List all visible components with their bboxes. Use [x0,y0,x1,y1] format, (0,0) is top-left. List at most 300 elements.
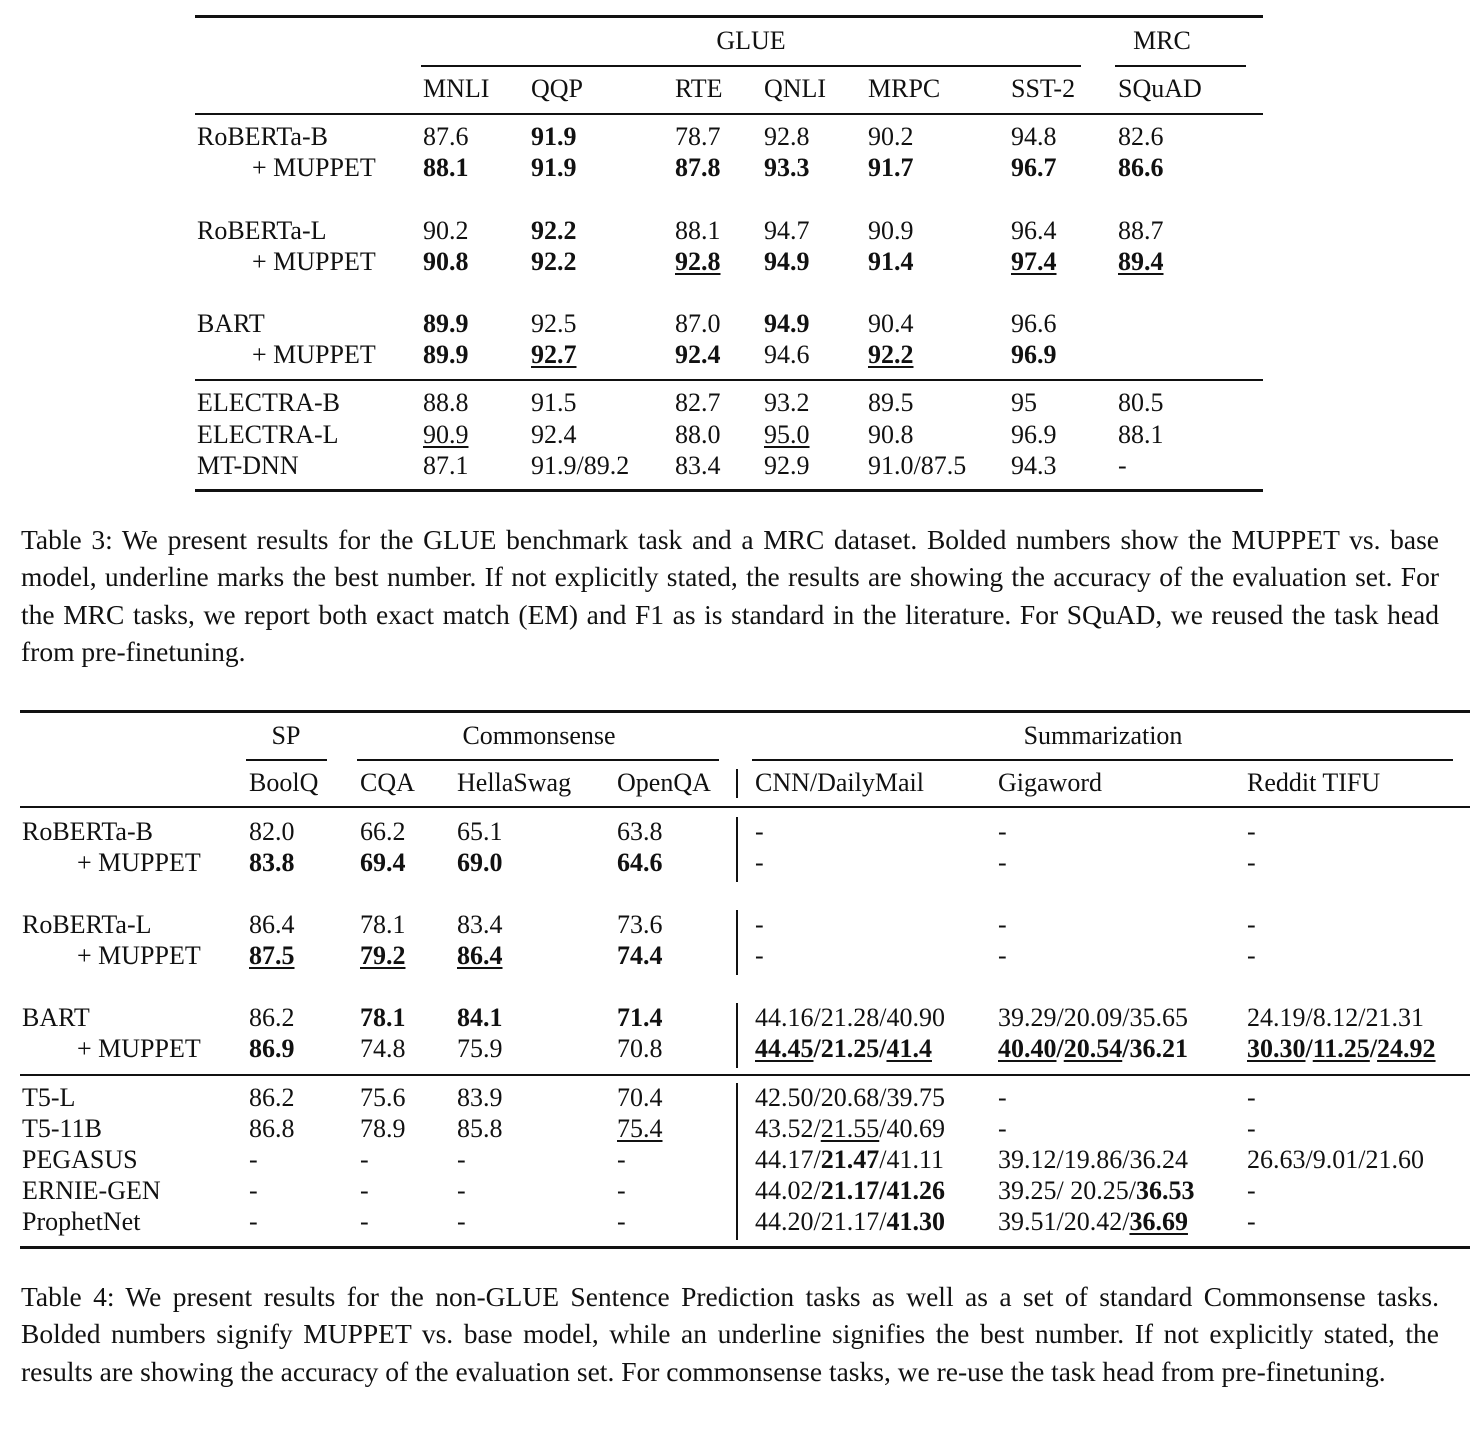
cell-segment: 69.4 [360,848,406,877]
table-cell [675,340,721,370]
table-cell [755,1207,945,1237]
row-model-name [22,1176,161,1206]
cell-segment: 96.9 [1011,340,1057,369]
cell-segment: 11.25 [1312,1034,1370,1063]
cell-segment: 36.69 [1129,1207,1188,1236]
table-cell [1247,848,1256,878]
cell-segment: + MUPPET [252,340,376,369]
cell-segment: T5-L [22,1083,76,1112]
table-cell [675,420,721,450]
cell-segment: 94.9 [764,309,810,338]
table-cell [360,1034,406,1064]
table-cell [423,122,469,152]
cell-segment: - [457,1176,466,1205]
cell-segment: 39.12/19.86/36.24 [998,1145,1188,1174]
table-cell [675,451,721,481]
table-cell [457,817,503,847]
row-model-name [197,309,265,339]
table-cell [617,941,663,971]
cell-segment: 44.16/21.28/40.90 [755,1003,945,1032]
cell-segment: SQuAD [1118,74,1202,103]
table-cell [457,1207,466,1237]
cell-segment: - [1247,1207,1256,1236]
table-cell [617,1034,663,1064]
column-header [617,768,711,798]
table-cell [531,420,577,450]
table-cell [423,153,469,183]
cell-segment: - [249,1176,258,1205]
row-model-name [197,216,327,246]
cell-segment: 92.4 [675,340,721,369]
column-separator [736,1003,738,1068]
cmidrule-commonsense [357,759,719,761]
row-model-name [252,247,376,277]
cell-segment: QQP [531,74,584,103]
cell-segment: CNN/DailyMail [755,768,924,797]
table-cell [423,420,469,450]
cell-segment: 80.5 [1118,388,1164,417]
table-cell [675,247,721,277]
cell-segment: 21.17/41.26 [820,1176,945,1205]
cell-segment: - [998,910,1007,939]
table-cell [360,1145,369,1175]
table-cell [1011,388,1037,418]
table-cell [1011,451,1057,481]
table-cell [617,1176,626,1206]
table-cell [1247,1114,1256,1144]
top-rule [20,710,1470,713]
cell-segment: ELECTRA-B [197,388,340,417]
column-separator [736,1083,738,1240]
cell-segment: 92.9 [764,451,810,480]
cell-segment: 84.1 [457,1003,503,1032]
table-cell [868,451,966,481]
table-cell [423,388,469,418]
cell-segment: 91.5 [531,388,577,417]
cell-segment: 70.4 [617,1083,663,1112]
cell-segment: 43.52/ [755,1114,821,1143]
midrule [20,1074,1470,1076]
cell-segment: BART [197,309,265,338]
cell-segment: 88.1 [423,153,469,182]
table-cell [617,1003,663,1033]
cell-segment: T5-11B [22,1114,102,1143]
table-cell [1247,1176,1256,1206]
table-cell [249,848,295,878]
table-cell [249,1207,258,1237]
cell-segment: 95.0 [764,420,810,449]
table-cell [868,420,914,450]
cell-segment: 88.8 [423,388,469,417]
cell-segment: GLUE [716,26,786,55]
cell-segment: 88.7 [1118,216,1164,245]
cell-segment: 91.7 [868,153,914,182]
cell-segment: - [457,1145,466,1174]
table-cell [868,122,914,152]
cell-segment: 75.9 [457,1034,503,1063]
row-model-name [22,1083,75,1113]
cell-segment: 74.4 [617,941,663,970]
cell-segment: 89.9 [423,309,469,338]
cell-segment: 91.9 [531,122,577,151]
cell-segment: - [1247,941,1256,970]
table-cell [1247,941,1256,971]
table-cell [531,122,577,152]
table-cell [423,451,469,481]
cell-segment: 87.1 [423,451,469,480]
cell-segment: 90.8 [423,247,469,276]
column-header [360,768,415,798]
cell-segment: 41.4 [886,1034,932,1063]
cell-segment: 26.63/9.01/21.60 [1247,1145,1424,1174]
cell-segment: - [998,817,1007,846]
cell-segment: BoolQ [249,768,319,797]
column-header [1118,74,1202,104]
table-cell [531,247,577,277]
table-cell [360,1003,406,1033]
cell-segment: 39.51/20.42/ [998,1207,1130,1236]
table-cell [1118,153,1164,183]
column-header [868,74,940,104]
table-cell [360,817,406,847]
cell-segment: 83.4 [675,451,721,480]
cell-segment: - [617,1207,626,1236]
cell-segment: 90.2 [423,216,469,245]
table-cell [457,1034,503,1064]
cell-segment: 88.1 [675,216,721,245]
group-header-mrc [1133,26,1191,56]
cell-segment: 86.2 [249,1003,295,1032]
table-cell [1247,910,1256,940]
table-cell [360,1083,406,1113]
cell-segment: + MUPPET [252,247,376,276]
group-header-glue [716,26,785,56]
cell-segment: - [1247,1083,1256,1112]
cell-segment: 64.6 [617,848,663,877]
column-header [457,768,571,798]
cell-segment: - [755,941,764,970]
cell-segment: 70.8 [617,1034,663,1063]
cell-segment: 89.4 [1118,247,1164,276]
table-cell [764,122,810,152]
table-cell [1011,122,1057,152]
cell-segment: 21.47 [820,1145,880,1174]
table-cell [1011,247,1057,277]
cell-segment: - [998,941,1007,970]
cell-segment: 83.4 [457,910,503,939]
row-model-name [197,451,299,481]
header-rule [195,113,1263,115]
row-model-name [22,1003,90,1033]
table-cell [764,247,810,277]
table-cell [998,1003,1188,1033]
cell-segment: 30.30 [1247,1034,1306,1063]
cell-segment: 75.6 [360,1083,406,1112]
table-cell [998,910,1007,940]
table-cell [755,1034,932,1064]
table-cell [1011,216,1057,246]
cell-segment: + MUPPET [252,153,376,182]
cell-segment: / [813,1034,821,1063]
cell-segment: 95 [1011,388,1037,417]
column-header [998,768,1102,798]
cell-segment: - [360,1207,369,1236]
column-separator [736,910,738,975]
table-cell [675,216,721,246]
cell-segment: 92.8 [675,247,721,276]
cell-segment: 24.19/8.12/21.31 [1247,1003,1424,1032]
cell-segment: 78.7 [675,122,721,151]
row-model-name [197,122,328,152]
column-header [1011,74,1075,104]
table-cell [360,941,406,971]
column-header [1247,768,1380,798]
table-cell [457,1083,503,1113]
cell-segment: 24.92 [1377,1034,1436,1063]
row-model-name [22,910,152,940]
cell-segment: BART [22,1003,90,1032]
table-cell [617,1083,663,1113]
row-model-name [77,941,201,971]
cell-segment: 90.8 [868,420,914,449]
table-cell [998,1207,1188,1237]
table-cell [764,153,810,183]
group-header-sp [272,721,301,751]
table-cell [998,941,1007,971]
cmidrule-summarization [752,759,1453,761]
cell-segment: - [998,1114,1007,1143]
cell-segment: 82.6 [1118,122,1164,151]
table-cell [1247,1034,1436,1064]
row-model-name [77,1034,201,1064]
column-header [423,74,489,104]
cell-segment: - [755,848,764,877]
table-cell [1118,420,1164,450]
table-cell [423,247,469,277]
cell-segment: 91.0/87.5 [868,451,967,480]
cell-segment: - [360,1176,369,1205]
table-cell [457,910,503,940]
table-cell [998,817,1007,847]
group-header-commonsense [462,721,615,751]
cell-segment: 94.6 [764,340,810,369]
cell-segment: 93.3 [764,153,810,182]
table-cell [764,451,810,481]
cmidrule-sp [246,759,327,761]
row-model-name [22,1145,138,1175]
cmidrule-glue [421,65,1081,67]
cell-segment: 92.5 [531,309,577,338]
cell-segment: 92.2 [531,247,577,276]
table-cell [1247,1145,1424,1175]
table-cell [249,1145,258,1175]
table-cell [249,910,295,940]
table-cell [1247,1083,1256,1113]
cell-segment: CQA [360,768,415,797]
table-cell [1011,153,1057,183]
table-cell [249,817,295,847]
cell-segment: 87.0 [675,309,721,338]
cell-segment: - [1247,817,1256,846]
column-separator [736,769,738,798]
cell-segment: 79.2 [360,941,406,970]
cell-segment: 66.2 [360,817,406,846]
cell-segment: /40.69 [879,1114,945,1143]
table-cell [531,388,577,418]
cell-segment: SP [271,721,301,750]
column-header [531,74,583,104]
table-cell [457,1176,466,1206]
cell-segment: Commonsense [462,721,616,750]
cell-segment: Reddit TIFU [1247,768,1381,797]
cell-segment: 91.9/89.2 [531,451,630,480]
row-model-name [197,420,339,450]
cell-segment: 86.2 [249,1083,295,1112]
table-cell [617,1114,663,1144]
cell-segment: 74.8 [360,1034,406,1063]
table-cell [755,941,764,971]
cell-segment: - [1118,451,1127,480]
cell-segment: - [360,1145,369,1174]
table-cell [423,216,469,246]
table-cell [531,340,577,370]
table-cell [755,817,764,847]
table-cell [1118,451,1127,481]
cell-segment: 90.4 [868,309,914,338]
cell-segment: OpenQA [617,768,711,797]
cell-segment: MRPC [868,74,941,103]
cell-segment: 94.3 [1011,451,1057,480]
cell-segment: 92.7 [531,340,577,369]
cell-segment: 75.4 [617,1114,663,1143]
cell-segment: - [1247,848,1256,877]
cell-segment: 41.30 [886,1207,945,1236]
table-cell [617,1145,626,1175]
cell-segment: 83.8 [249,848,295,877]
cell-segment: 92.2 [531,216,577,245]
table-cell [1118,247,1164,277]
table-cell [868,309,914,339]
table-cell [1247,1003,1424,1033]
table-cell [249,1003,295,1033]
table-cell [998,1114,1007,1144]
row-model-name [252,340,376,370]
table-cell [868,388,914,418]
table-cell [360,910,406,940]
cell-segment: 94.8 [1011,122,1057,151]
row-model-name [22,1207,140,1237]
cell-segment: PEGASUS [22,1145,138,1174]
cell-segment: - [1247,1114,1256,1143]
table-3-caption: Table 3: We present results for the GLUE benchmark task and a MRC dataset. Bolded numbers show the MUPPET vs. base model, underline marks the best number. If not explicitly stated, the results are showing the accuracy of the evaluation set. For the MRC tasks, we report both exact match (EM) and F1 as is standard in the literature. For SQuAD, we reused the task head from pre-finetuning. [21,524,1439,667]
cell-segment: MT-DNN [197,451,299,480]
cell-segment: /36.21 [1122,1034,1188,1063]
cell-segment: SST-2 [1011,74,1076,103]
table-cell [1011,309,1057,339]
table-cell [1118,216,1164,246]
cell-segment: 82.7 [675,388,721,417]
table-cell [675,122,721,152]
table-cell [868,247,914,277]
midrule [195,379,1263,381]
cell-segment: 88.0 [675,420,721,449]
table-cell [998,1145,1188,1175]
bottom-rule [195,489,1263,492]
cell-segment: 86.9 [249,1034,295,1063]
cell-segment: RoBERTa-B [22,817,153,846]
table-cell [755,1114,945,1144]
cell-segment: - [1247,1176,1256,1205]
table-cell [1247,817,1256,847]
table-cell [868,340,914,370]
table-cell [1011,340,1057,370]
cell-segment: 93.2 [764,388,810,417]
table-cell [675,153,721,183]
table-cell [755,1003,945,1033]
column-header [764,74,826,104]
cell-segment: MRC [1133,26,1191,55]
table-cell [360,1207,369,1237]
table-cell [1247,1207,1256,1237]
cell-segment: 78.1 [360,1003,406,1032]
top-rule [195,15,1263,18]
header-rule [20,806,1470,808]
table-4-caption: Table 4: We present results for the non-GLUE Sentence Prediction tasks as well as a set of standard Commonsense tasks. Bolded numbers signify MUPPET vs. base model, while an underline signifies the best number. If not explicitly stated, the results are showing the accuracy of the evaluation set. For commonsense tasks, we re-use the task head from pre-finetuning. [21,1281,1439,1387]
cell-segment: 44.20/21.17/ [755,1207,887,1236]
cell-segment: 21.25 [820,1034,880,1063]
table-cell [360,1114,406,1144]
cell-segment: 89.9 [423,340,469,369]
cell-segment: 89.5 [868,388,914,417]
cell-segment: 65.1 [457,817,503,846]
cell-segment: 44.17/ [755,1145,821,1174]
cell-segment: 90.9 [423,420,469,449]
row-model-name [22,817,153,847]
cell-segment: ELECTRA-L [197,420,339,449]
row-model-name [22,1114,102,1144]
cell-segment: 71.4 [617,1003,663,1032]
cell-segment: 73.6 [617,910,663,939]
column-header [675,74,723,104]
cell-segment: 86.4 [457,941,503,970]
table-cell [249,941,295,971]
cell-segment: 21.55 [820,1114,880,1143]
cell-segment: HellaSwag [457,768,572,797]
cell-segment: 87.5 [249,941,295,970]
table-cell [457,1145,466,1175]
cell-segment: - [249,1145,258,1174]
cell-segment: 83.9 [457,1083,503,1112]
table-cell [998,848,1007,878]
cell-segment: /41.11 [879,1145,944,1174]
cell-segment: / [1056,1034,1064,1063]
table-cell [457,1003,503,1033]
cell-segment: 92.4 [531,420,577,449]
table-cell [423,340,469,370]
table-cell [675,309,721,339]
row-model-name [252,153,376,183]
table-cell [457,848,503,878]
cell-segment: - [1247,910,1256,939]
row-model-name [197,388,340,418]
cell-segment: 86.4 [249,910,295,939]
cell-segment: 88.1 [1118,420,1164,449]
table-cell [423,309,469,339]
table-cell [249,1083,295,1113]
table-cell [1011,420,1057,450]
cell-segment: 91.4 [868,247,914,276]
cell-segment: - [998,848,1007,877]
